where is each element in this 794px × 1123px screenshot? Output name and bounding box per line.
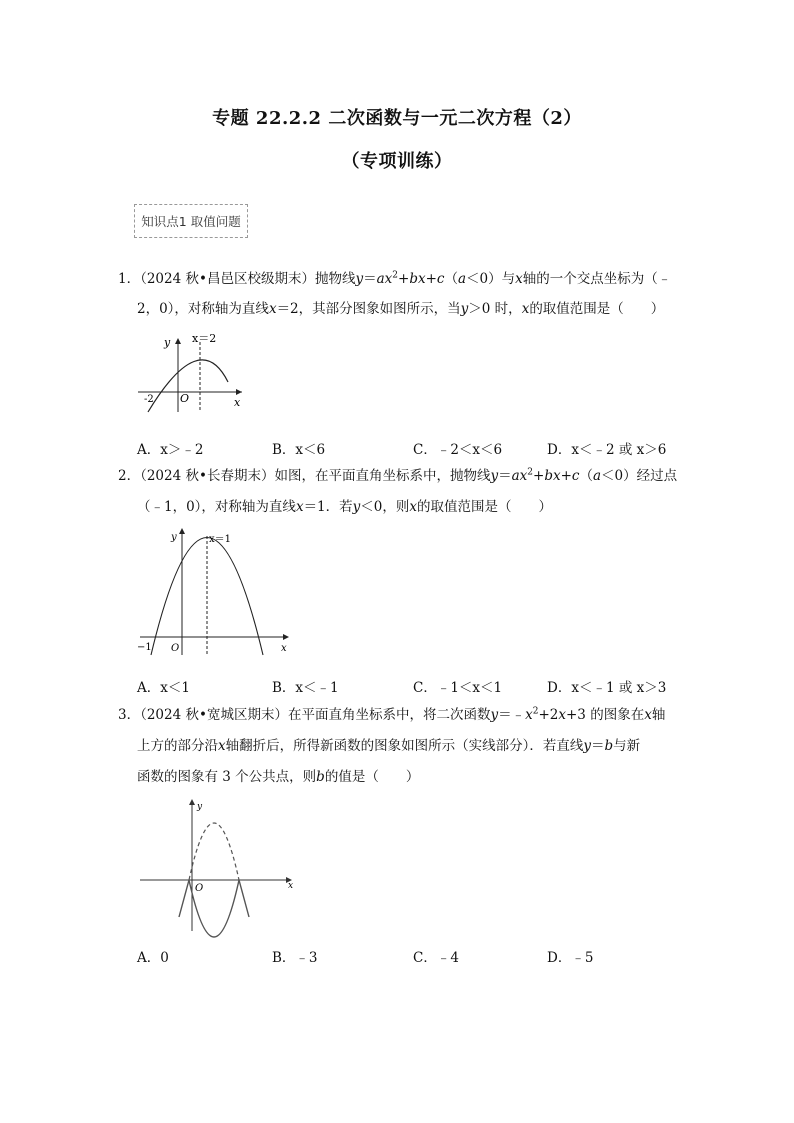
origin-label: O <box>180 392 190 405</box>
question-3-figure <box>135 795 300 935</box>
x-axis-label: x <box>281 643 287 654</box>
page-subtitle: （专项训练） <box>341 151 453 172</box>
question-source: （2024 秋•宽城区期末） <box>140 707 288 723</box>
question-number: 2． <box>118 468 141 484</box>
question-2-line-2: （﹣1，0），对称轴为直线x＝1．若y＜0，则x的取值范围是（ ） <box>137 499 553 515</box>
option-d: D．x＜﹣2 或 x＞6 <box>547 442 667 458</box>
option-a: A．0 <box>137 950 169 966</box>
symmetry-axis-label: x＝1 <box>209 534 232 545</box>
question-source: （2024 秋•昌邑区校级期末） <box>140 271 315 287</box>
question-2-line-1: 2．（2024 秋•长春期末）如图，在平面直角坐标系中，抛物线$y=ax^2+bx+c(a<0)$经过点 <box>118 467 678 484</box>
question-1-line-1: 1．（2024 秋•昌邑区校级期末）抛物线$y=ax^2+bx+c(a<0)$与x轴的一个交点坐标为（﹣ <box>118 270 672 287</box>
origin-label: O <box>171 643 180 654</box>
y-axis-label: y <box>197 802 203 812</box>
section-label: 知识点1 取值问题 <box>134 204 248 238</box>
option-c: C．﹣2＜x＜6 <box>413 442 503 458</box>
option-b: B．﹣3 <box>272 950 318 966</box>
tick-label: −1 <box>137 642 152 653</box>
x-axis-label: x <box>234 396 241 409</box>
x-axis-label: x <box>288 881 294 891</box>
option-d: D．x＜﹣1 或 x＞3 <box>547 680 667 696</box>
page-title: 专题 22.2.2 二次函数与一元二次方程（2） <box>212 108 582 129</box>
tick-label: -2 <box>144 394 154 405</box>
option-c: C．﹣4 <box>413 950 459 966</box>
option-b: B．x＜6 <box>272 442 326 458</box>
option-b: B．x＜﹣1 <box>272 680 339 696</box>
question-1-figure <box>130 330 260 415</box>
question-number: 1． <box>118 271 141 287</box>
question-number: 3． <box>118 707 141 723</box>
question-2-figure <box>135 524 295 659</box>
y-axis-label: y <box>164 336 171 349</box>
option-c: C．﹣1＜x＜1 <box>413 680 503 696</box>
origin-label: O <box>195 883 204 894</box>
question-source: （2024 秋•长春期末） <box>140 468 275 484</box>
option-d: D．﹣5 <box>547 950 594 966</box>
question-3-line-2: 上方的部分沿x轴翻折后，所得新函数的图象如图所示（实线部分）．若直线y＝b与新 <box>137 738 641 754</box>
option-a: A．x＞﹣2 <box>137 442 204 458</box>
question-3-line-3: 函数的图象有 3 个公共点，则b的值是（ ） <box>137 769 420 785</box>
question-3-line-1: 3．（2024 秋•宽城区期末）在平面直角坐标系中，将二次函数$y=﹣x^2+2x+3$ 的图象在x轴 <box>118 706 666 723</box>
y-axis-label: y <box>171 532 177 543</box>
option-a: A．x＜1 <box>137 680 190 696</box>
symmetry-axis-label: x＝2 <box>192 332 217 345</box>
question-1-line-2: 2，0），对称轴为直线x＝2，其部分图象如图所示，当y＞0 时，x的取值范围是（ ） <box>137 301 665 317</box>
